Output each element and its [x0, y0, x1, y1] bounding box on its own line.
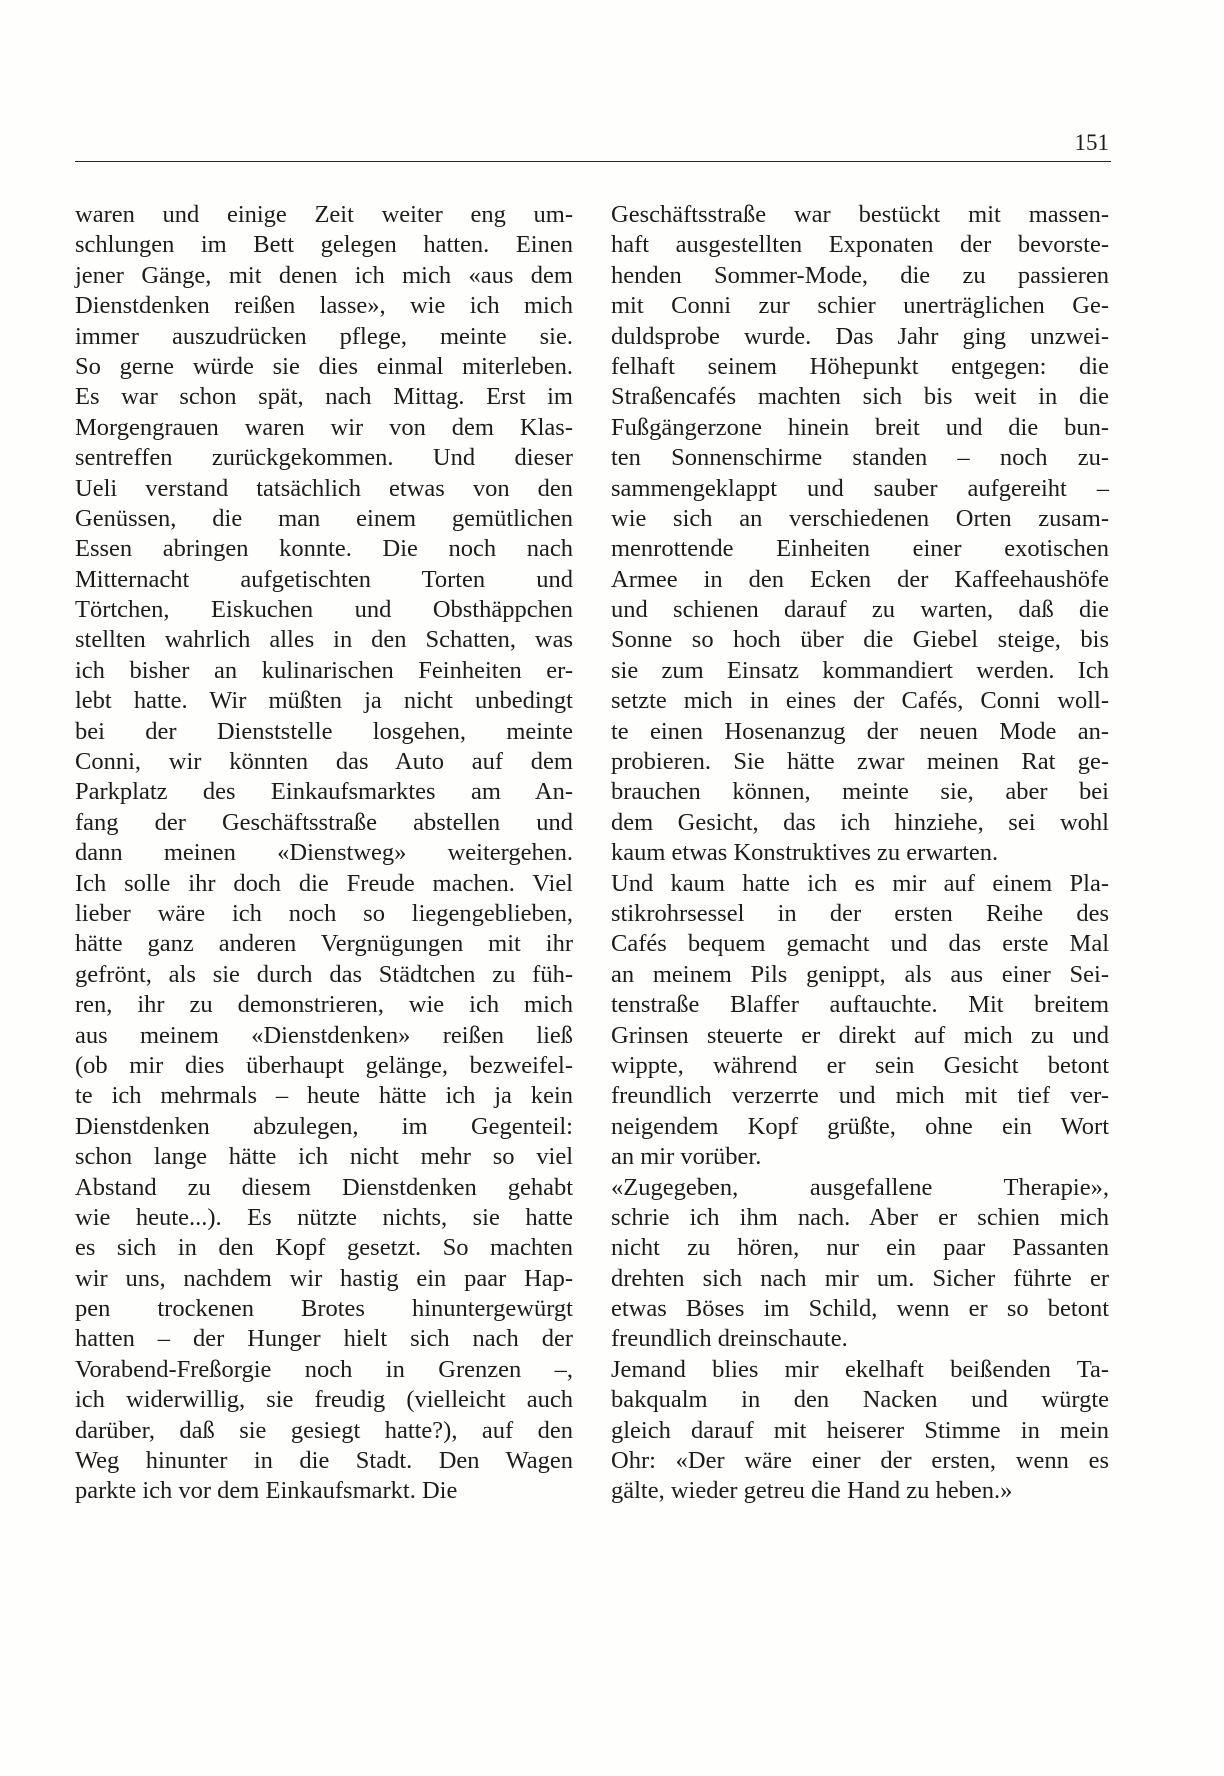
text-line: ich bisher an kulinarischen Feinheiten er- [75, 656, 573, 684]
text-line: Abstand zu diesem Dienstdenken gehabt [75, 1173, 573, 1201]
text-line: Cafés bequem gemacht und das erste Mal [611, 930, 1109, 958]
text-line: te einen Hosenanzug der neuen Mode an- [611, 717, 1109, 745]
text-line: drehten sich nach mir um. Sicher führte er [611, 1264, 1109, 1292]
text-line: Armee in den Ecken der Kaffeehaushöfe [611, 565, 1109, 593]
text-line: wippte, während er sein Gesicht betont [611, 1051, 1109, 1079]
text-line: Geschäftsstraße war bestückt mit massen- [611, 201, 1109, 228]
page-number: 151 [1074, 130, 1109, 155]
text-line: Vorabend-Freßorgie noch in Grenzen –, [75, 1355, 573, 1383]
text-line: probieren. Sie hätte zwar meinen Rat ge- [611, 748, 1109, 776]
text-line: Dienstdenken reißen lasse», wie ich mich [75, 292, 573, 320]
text-line: fang der Geschäftsstraße abstellen und [75, 808, 573, 836]
text-line: Conni, wir könnten das Auto auf dem [75, 748, 573, 776]
text-line: felhaft seinem Höhepunkt entgegen: die [611, 352, 1109, 380]
text-line: setzte mich in eines der Cafés, Conni woll- [611, 687, 1109, 715]
text-line: es sich in den Kopf gesetzt. So machten [75, 1234, 573, 1262]
header-rule [75, 161, 1111, 162]
text-line: Straßencafés machten sich bis weit in die [611, 383, 1109, 411]
text-line: nicht zu hören, nur ein paar Passanten [611, 1234, 1109, 1262]
text-line: Weg hinunter in die Stadt. Den Wagen [75, 1447, 573, 1475]
text-line: bei der Dienststelle losgehen, meinte [75, 717, 573, 745]
text-line: «Zugegeben, ausgefallene Therapie», [611, 1173, 1109, 1201]
left-text-column [75, 200, 573, 1507]
text-line: wir uns, nachdem wir hastig ein paar Hap- [75, 1264, 573, 1292]
text-line: jener Gänge, mit denen ich mich «aus dem [75, 261, 573, 289]
text-line: kaum etwas Konstruktives zu erwarten. [611, 839, 999, 867]
text-line: haft ausgestellten Exponaten der bevorste- [611, 231, 1109, 259]
text-line: stellten wahrlich alles in den Schatten, was [75, 626, 573, 654]
text-line: Parkplatz des Einkaufsmarktes am An- [75, 778, 573, 806]
text-line: an meinem Pils genippt, als aus einer Sei- [611, 960, 1109, 988]
text-line: etwas Böses im Schild, wenn er so betont [611, 1295, 1109, 1323]
text-line: lieber wäre ich noch so liegengeblieben, [75, 899, 573, 927]
text-line: stikrohrsessel in der ersten Reihe des [611, 899, 1109, 927]
right-text-column [611, 200, 1109, 1507]
text-line: Fußgängerzone hinein breit und die bun- [611, 413, 1109, 441]
text-line: neigendem Kopf grüßte, ohne ein Wort [611, 1112, 1109, 1140]
text-line: Dienstdenken abzulegen, im Gegenteil: [75, 1112, 573, 1140]
text-line: tenstraße Blaffer auftauchte. Mit breitem [611, 991, 1109, 1019]
text-line: henden Sommer-Mode, die zu passieren [611, 261, 1109, 289]
text-line: hatten – der Hunger hielt sich nach der [75, 1325, 573, 1353]
text-line: lebt hatte. Wir müßten ja nicht unbedingt [75, 687, 573, 715]
text-line: waren und einige Zeit weiter eng um- [75, 201, 573, 228]
text-line: (ob mir dies überhaupt gelänge, bezweifel- [75, 1051, 573, 1079]
text-line: wie heute...). Es nützte nichts, sie hatte [75, 1203, 573, 1231]
text-line: Törtchen, Eiskuchen und Obsthäppchen [75, 596, 573, 624]
text-line: menrottende Einheiten einer exotischen [611, 535, 1109, 563]
text-line: an mir vorüber. [611, 1143, 762, 1171]
text-line: Morgengrauen waren wir von dem Klas- [75, 413, 573, 441]
text-line: te ich mehrmals – heute hätte ich ja kein [75, 1082, 573, 1110]
text-line: immer auszudrücken pflege, meinte sie. [75, 322, 573, 350]
text-line: sammengeklappt und sauber aufgereiht – [611, 474, 1109, 502]
text-line: wie sich an verschiedenen Orten zusam- [611, 504, 1109, 532]
text-line: und schienen darauf zu warten, daß die [611, 596, 1109, 624]
text-line: mit Conni zur schier unerträglichen Ge- [611, 292, 1109, 320]
text-line: sie zum Einsatz kommandiert werden. Ich [611, 656, 1109, 684]
text-line: hätte ganz anderen Vergnügungen mit ihr [75, 930, 573, 958]
text-line: Sonne so hoch über die Giebel steige, bis [611, 626, 1109, 654]
text-line: freundlich verzerrte und mich mit tief ver- [611, 1082, 1109, 1110]
text-line: parkte ich vor dem Einkaufsmarkt. Die [75, 1477, 458, 1505]
text-line: gälte, wieder getreu die Hand zu heben.» [611, 1477, 1013, 1505]
text-line: brauchen können, meinte sie, aber bei [611, 778, 1109, 806]
text-line: So gerne würde sie dies einmal miterleben. [75, 352, 573, 380]
text-line: Grinsen steuerte er direkt auf mich zu und [611, 1021, 1109, 1049]
text-line: schlungen im Bett gelegen hatten. Einen [75, 231, 573, 259]
text-line: Mitternacht aufgetischten Torten und [75, 565, 573, 593]
text-line: sentreffen zurückgekommen. Und dieser [75, 444, 573, 472]
text-line: ich widerwillig, sie freudig (vielleicht auch [75, 1386, 573, 1414]
text-line: duldsprobe wurde. Das Jahr ging unzwei- [611, 322, 1109, 350]
text-line: Essen abringen konnte. Die noch nach [75, 535, 573, 563]
text-line: freundlich dreinschaute. [611, 1325, 848, 1353]
text-line: Genüssen, die man einem gemütlichen [75, 504, 573, 532]
text-line: ten Sonnenschirme standen – noch zu- [611, 444, 1109, 472]
text-line: gefrönt, als sie durch das Städtchen zu füh- [75, 960, 573, 988]
text-line: bakqualm in den Nacken und würgte [611, 1386, 1109, 1414]
text-line: aus meinem «Dienstdenken» reißen ließ [75, 1021, 573, 1049]
text-line: ren, ihr zu demonstrieren, wie ich mich [75, 991, 573, 1019]
text-line: Ueli verstand tatsächlich etwas von den [75, 474, 573, 502]
text-line: Ohr: «Der wäre einer der ersten, wenn es [611, 1447, 1109, 1475]
text-line: schrie ich ihm nach. Aber er schien mich [611, 1203, 1109, 1231]
text-line: dem Gesicht, das ich hinziehe, sei wohl [611, 808, 1109, 836]
text-line: Und kaum hatte ich es mir auf einem Pla- [611, 869, 1109, 897]
text-line: pen trockenen Brotes hinuntergewürgt [75, 1295, 573, 1323]
text-line: Jemand blies mir ekelhaft beißenden Ta- [611, 1355, 1109, 1383]
text-line: darüber, daß sie gesiegt hatte?), auf den [75, 1416, 573, 1444]
text-line: gleich darauf mit heiserer Stimme in mein [611, 1416, 1109, 1444]
text-line: Ich solle ihr doch die Freude machen. Viel [75, 869, 573, 897]
text-line: schon lange hätte ich nicht mehr so viel [75, 1143, 573, 1171]
text-line: Es war schon spät, nach Mittag. Erst im [75, 383, 573, 411]
text-line: dann meinen «Dienstweg» weitergehen. [75, 839, 573, 867]
